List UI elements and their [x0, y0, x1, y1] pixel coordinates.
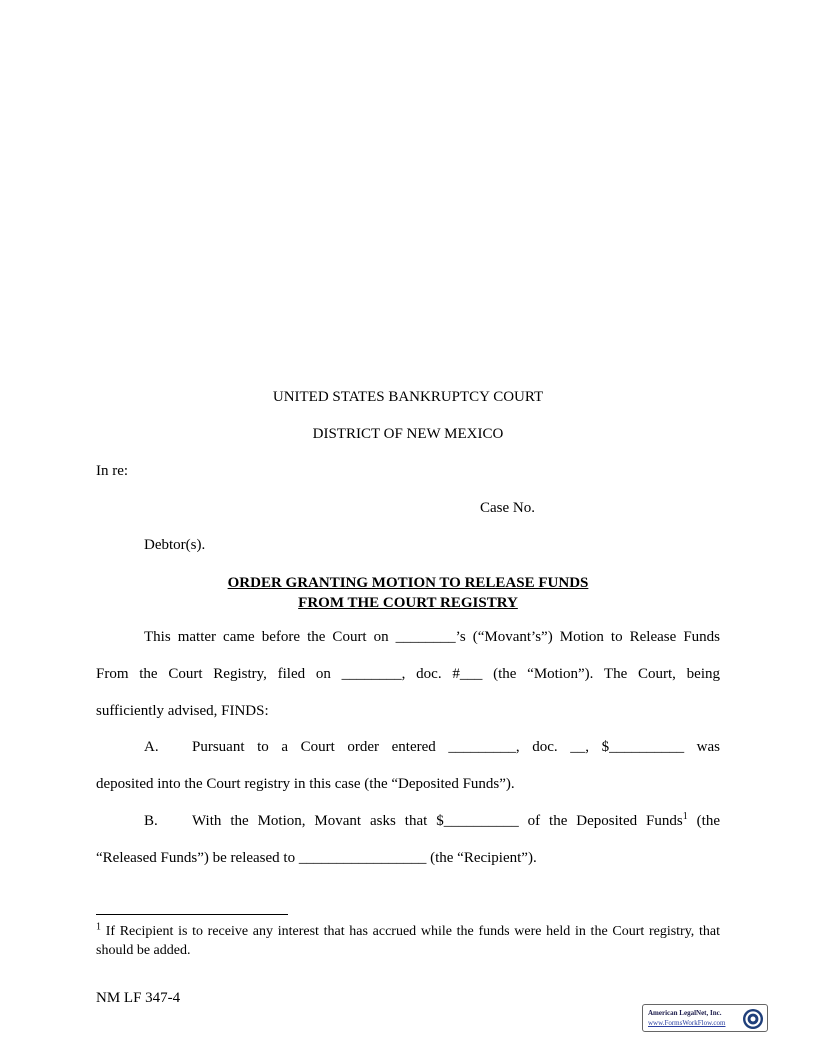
- finding-b-line2: “Released Funds”) be released to _________________ (the “Recipient”).: [96, 850, 537, 866]
- in-re-label: In re:: [96, 463, 129, 479]
- debtors-label: Debtor(s).: [144, 537, 206, 553]
- footnote-text: If Recipient is to receive any interest that has accrued while the funds were held in the Court registry, that should be added.: [96, 924, 720, 958]
- finding-b-line1: [192, 813, 720, 830]
- order-title-line1: ORDER GRANTING MOTION TO RELEASE FUNDS: [227, 575, 589, 591]
- footnote-divider: [96, 914, 288, 915]
- logo-company-name: American LegalNet, Inc.: [648, 1009, 722, 1017]
- paragraph-intro-line3: sufficiently advised, FINDS:: [96, 703, 269, 719]
- court-district: DISTRICT OF NEW MEXICO: [312, 426, 504, 442]
- finding-a-line2: deposited into the Court registry in this case (the “Deposited Funds”).: [96, 776, 515, 792]
- footnote-reference[interactable]: 1: [682, 811, 688, 822]
- finding-a-line1: Pursuant to a Court order entered _________, doc. __, $__________ was: [192, 739, 720, 755]
- finding-b-label: B.: [144, 813, 158, 829]
- publisher-logo[interactable]: [642, 1004, 768, 1032]
- order-title-line2: FROM THE COURT REGISTRY: [298, 595, 518, 611]
- finding-a-label: A.: [144, 739, 159, 755]
- paragraph-intro-line1: This matter came before the Court on ________’s (“Movant’s”) Motion to Release Funds: [144, 629, 720, 645]
- logo-website-link[interactable]: www.FormsWorkFlow.com: [648, 1019, 726, 1027]
- case-number-label: Case No.: [480, 500, 535, 516]
- finding-b-text-end: (the: [687, 813, 720, 829]
- paragraph-intro-line2: From the Court Registry, filed on ________, doc. #___ (the “Motion”). The Court, being: [96, 666, 720, 682]
- footnote-mark: 1: [96, 921, 101, 933]
- court-name: UNITED STATES BANKRUPTCY COURT: [272, 389, 544, 405]
- finding-b-text: With the Motion, Movant asks that $__________ of the Deposited Funds: [192, 813, 683, 829]
- footnote: [96, 922, 720, 960]
- form-id: NM LF 347-4: [96, 990, 181, 1006]
- globe-icon: [742, 1008, 764, 1030]
